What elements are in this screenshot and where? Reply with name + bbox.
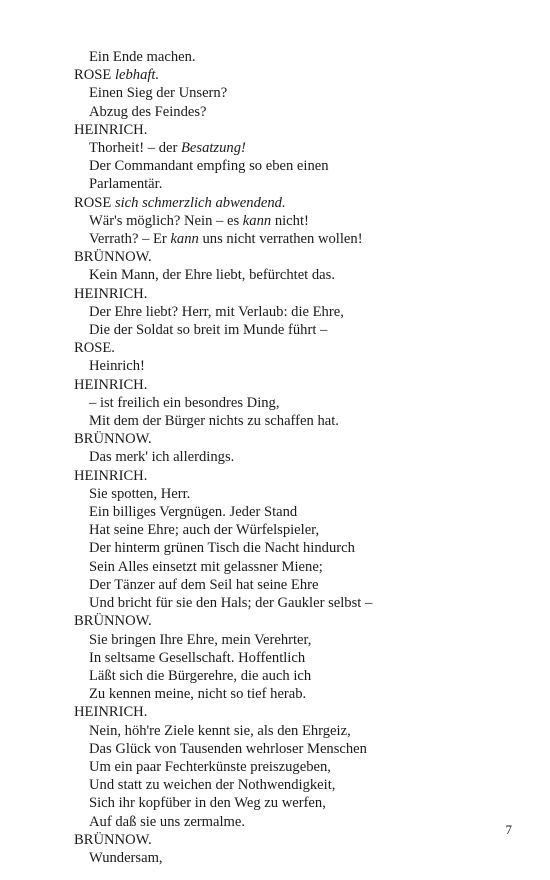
line-text: Und statt zu weichen der Nothwendigkeit, bbox=[89, 777, 336, 794]
verse-line bbox=[74, 521, 494, 539]
line-text: Um ein paar Fechterkünste preiszugeben, bbox=[89, 758, 331, 775]
speaker-line bbox=[74, 66, 494, 84]
verse-line bbox=[74, 794, 494, 812]
line-text: Das Glück von Tausenden wehrloser Menschen bbox=[89, 740, 367, 757]
line-text: HEINRICH. bbox=[74, 467, 148, 484]
verse-line bbox=[74, 685, 494, 703]
line-text: Der hinterm grünen Tisch die Nacht hindurch bbox=[89, 540, 355, 557]
stage-direction-text: Besatzung! bbox=[181, 140, 246, 157]
line-text: BRÜNNOW. bbox=[74, 431, 152, 448]
speaker-line bbox=[74, 121, 494, 139]
speaker-line bbox=[74, 248, 494, 266]
verse-line bbox=[74, 849, 494, 867]
line-text: ROSE bbox=[74, 67, 115, 84]
line-text: uns nicht verrathen wollen! bbox=[198, 231, 363, 248]
verse-line bbox=[74, 412, 494, 430]
line-text: Der Tänzer auf dem Seil hat seine Ehre bbox=[89, 576, 319, 593]
verse-line bbox=[74, 48, 494, 66]
line-text: Hat seine Ehre; auch der Würfelspieler, bbox=[89, 522, 320, 539]
verse-line bbox=[74, 722, 494, 740]
line-text: Und bricht für sie den Hals; der Gaukler selbst – bbox=[89, 595, 373, 612]
line-text: Parlamentär. bbox=[89, 176, 163, 193]
line-text: HEINRICH. bbox=[74, 704, 148, 721]
line-text: Verrath? – Er bbox=[89, 231, 171, 248]
speaker-line bbox=[74, 194, 494, 212]
stage-direction-text: lebhaft. bbox=[114, 67, 160, 84]
verse-line bbox=[74, 157, 494, 175]
verse-line bbox=[74, 667, 494, 685]
verse-line bbox=[74, 576, 494, 594]
line-text: BRÜNNOW. bbox=[74, 831, 152, 848]
line-text: – ist freilich ein besondres Ding, bbox=[89, 394, 280, 411]
line-text: Sie bringen Ihre Ehre, mein Verehrter, bbox=[89, 631, 312, 648]
line-text: In seltsame Gesellschaft. Hoffentlich bbox=[89, 649, 306, 666]
speaker-line bbox=[74, 467, 494, 485]
verse-line bbox=[74, 357, 494, 375]
page-number: 7 bbox=[505, 822, 512, 837]
verse-line bbox=[74, 303, 494, 321]
verse-line bbox=[74, 558, 494, 576]
line-text: Ein billiges Vergnügen. Jeder Stand bbox=[89, 504, 298, 521]
line-text: Thorheit! – der bbox=[89, 140, 181, 157]
line-text: Sein Alles einsetzt mit gelassner Miene; bbox=[89, 558, 323, 575]
speaker-line bbox=[74, 430, 494, 448]
line-text: Wundersam, bbox=[89, 849, 163, 866]
line-text: Das merk' ich allerdings. bbox=[89, 449, 235, 466]
line-text: HEINRICH. bbox=[74, 285, 148, 302]
verse-line bbox=[74, 503, 494, 521]
line-text: ROSE. bbox=[74, 340, 115, 357]
verse-line bbox=[74, 758, 494, 776]
stage-direction-text: kann bbox=[242, 212, 272, 229]
line-text: Wär's möglich? Nein – es bbox=[89, 212, 243, 229]
line-text: Heinrich! bbox=[89, 358, 145, 375]
line-text: Zu kennen meine, nicht so tief herab. bbox=[89, 686, 307, 703]
line-text: HEINRICH. bbox=[74, 376, 148, 393]
verse-line bbox=[74, 212, 494, 230]
line-text: Mit dem der Bürger nichts zu schaffen hat. bbox=[89, 413, 339, 430]
line-text: Läßt sich die Bürgerehre, die auch ich bbox=[89, 667, 312, 684]
line-text: Ein Ende machen. bbox=[89, 49, 196, 65]
line-text: Der Commandant empfing so eben einen bbox=[89, 158, 329, 175]
verse-line bbox=[74, 84, 494, 102]
play-text bbox=[74, 48, 494, 867]
stage-direction-text: kann bbox=[170, 231, 199, 248]
verse-line bbox=[74, 485, 494, 503]
line-text: Die der Soldat so breit im Munde führt – bbox=[89, 322, 328, 339]
speaker-line bbox=[74, 703, 494, 721]
line-text: ROSE bbox=[74, 194, 115, 211]
speaker-line bbox=[74, 339, 494, 357]
stage-direction-text: sich schmerzlich abwendend. bbox=[114, 194, 286, 211]
line-text: Der Ehre liebt? Herr, mit Verlaub: die Ehre, bbox=[89, 303, 344, 320]
line-text: Einen Sieg der Unsern? bbox=[89, 85, 228, 102]
verse-line bbox=[74, 448, 494, 466]
line-text: Nein, höh're Ziele kennt sie, als den Ehrgeiz, bbox=[89, 722, 351, 739]
speaker-line bbox=[74, 612, 494, 630]
verse-line bbox=[74, 631, 494, 649]
line-text: Kein Mann, der Ehre liebt, befürchtet das. bbox=[89, 267, 335, 284]
line-text: Sie spotten, Herr. bbox=[89, 485, 191, 502]
speaker-line bbox=[74, 376, 494, 394]
line-text: Sich ihr kopfüber in den Weg zu werfen, bbox=[89, 795, 326, 812]
verse-line bbox=[74, 266, 494, 284]
verse-line bbox=[74, 649, 494, 667]
line-text: nicht! bbox=[271, 212, 309, 229]
verse-line bbox=[74, 175, 494, 193]
line-text: BRÜNNOW. bbox=[74, 249, 152, 266]
line-text: Abzug des Feindes? bbox=[89, 103, 207, 120]
verse-line bbox=[74, 539, 494, 557]
verse-line bbox=[74, 813, 494, 831]
verse-line bbox=[74, 139, 494, 157]
verse-line bbox=[74, 594, 494, 612]
verse-line bbox=[74, 394, 494, 412]
line-text: HEINRICH. bbox=[74, 121, 148, 138]
verse-line bbox=[74, 776, 494, 794]
verse-line bbox=[74, 230, 494, 248]
line-text: Auf daß sie uns zermalme. bbox=[89, 813, 246, 830]
verse-line bbox=[74, 103, 494, 121]
line-text: BRÜNNOW. bbox=[74, 613, 152, 630]
speaker-line bbox=[74, 831, 494, 849]
verse-line bbox=[74, 740, 494, 758]
verse-line bbox=[74, 321, 494, 339]
speaker-line bbox=[74, 285, 494, 303]
